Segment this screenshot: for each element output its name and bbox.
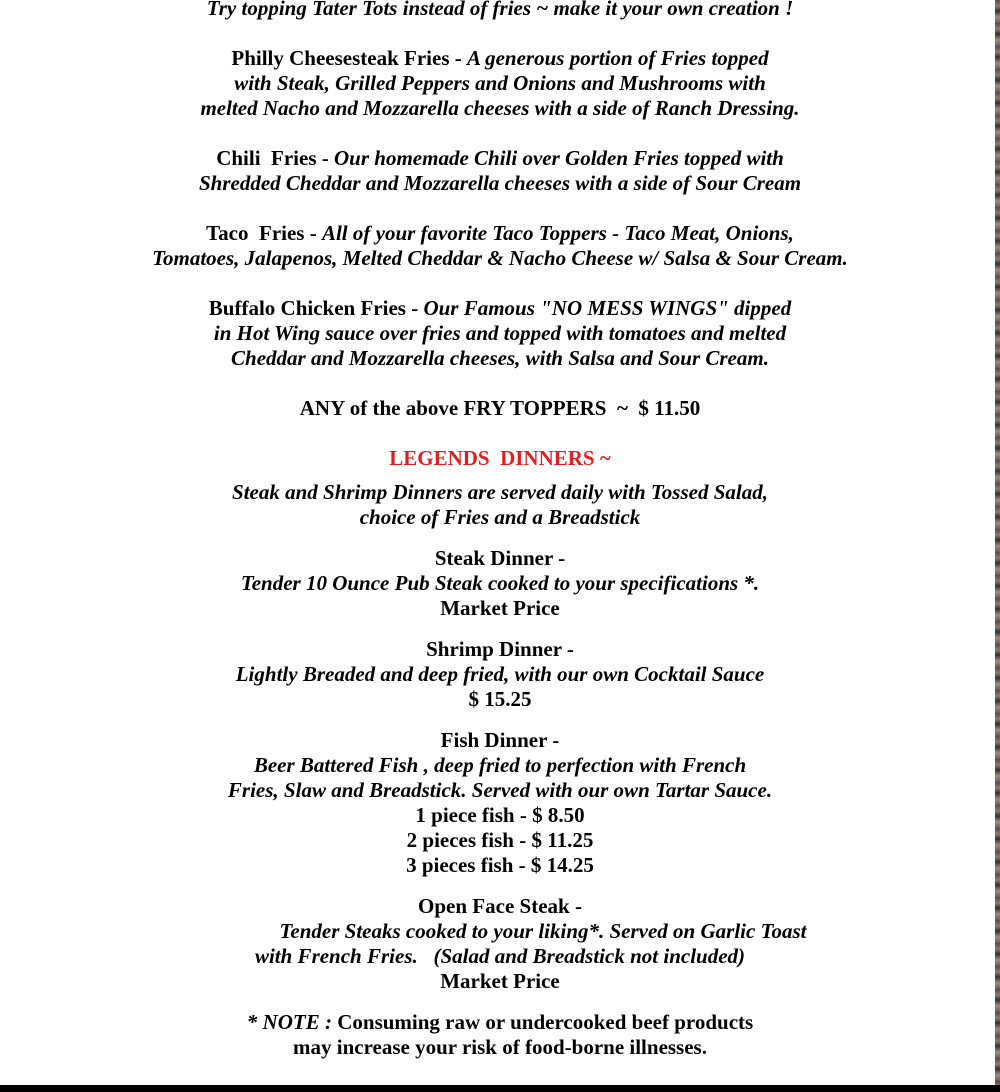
item-name: Buffalo Chicken Fries - <box>208 296 424 320</box>
bottom-border <box>0 1085 1000 1092</box>
item-name: Fish Dinner - <box>440 728 560 752</box>
legends-intro: Steak and Shrimp Dinners are served daily with Tossed Salad, choice of Fries and a Breadstick <box>232 480 768 529</box>
shrimp-dinner <box>0 637 1000 712</box>
item-price: Market Price <box>440 596 560 620</box>
item-desc: Tender Steaks cooked to your liking*. Served on Garlic Toast <box>279 919 807 943</box>
item-price: 1 piece fish - $ 8.50 <box>415 803 585 827</box>
item-name: Chili Fries - <box>216 146 335 170</box>
buffalo-chicken-fries <box>0 296 1000 371</box>
food-safety-note: * NOTE : Consuming raw or undercooked beef products may increase your risk of food-borne illnesses. <box>246 1010 754 1059</box>
item-desc: All of your favorite Taco Toppers - Taco Meat, Onions, <box>321 221 794 245</box>
item-desc: A generous portion of Fries topped <box>467 46 769 70</box>
intro-line: Try topping Tater Tots instead of fries ~ make it your own creation ! <box>206 0 794 20</box>
item-desc: Our Famous "NO MESS WINGS" dipped <box>423 296 792 320</box>
item-price: $ 15.25 <box>468 687 532 711</box>
steak-dinner <box>0 546 1000 621</box>
taco-fries <box>0 221 1000 271</box>
item-name: Steak Dinner - <box>434 546 566 570</box>
item-desc: melted Nacho and Mozzarella cheeses with a side of Ranch Dressing. <box>200 96 800 120</box>
item-desc: Lightly Breaded and deep fried, with our own Cocktail Sauce <box>235 662 765 686</box>
item-desc: with Steak, Grilled Peppers and Onions and Mushrooms with <box>234 71 766 95</box>
item-desc: Cheddar and Mozzarella cheeses, with Salsa and Sour Cream. <box>231 346 769 370</box>
item-desc: Beer Battered Fish , deep fried to perfection with French <box>253 753 747 777</box>
item-desc: Tomatoes, Jalapenos, Melted Cheddar & Nacho Cheese w/ Salsa & Sour Cream. <box>152 246 848 270</box>
item-desc: Our homemade Chili over Golden Fries topped with <box>334 146 784 170</box>
legends-dinners-heading: LEGENDS DINNERS ~ <box>389 446 611 470</box>
item-desc: Shredded Cheddar and Mozzarella cheeses with a side of Sour Cream <box>198 171 802 195</box>
item-desc: with French Fries. (Salad and Breadstick not included) <box>254 944 746 968</box>
item-desc: in Hot Wing sauce over fries and topped with tomatoes and melted <box>213 321 787 345</box>
item-price: 3 pieces fish - $ 14.25 <box>406 853 594 877</box>
item-name: Shrimp Dinner - <box>426 637 574 661</box>
item-desc: Fries, Slaw and Breadstick. Served with our own Tartar Sauce. <box>227 778 773 802</box>
item-name: Taco Fries - <box>206 221 322 245</box>
chili-fries <box>0 146 1000 196</box>
fry-toppers-price: ANY of the above FRY TOPPERS ~ $ 11.50 <box>299 396 701 420</box>
note-label: * NOTE : <box>246 1010 338 1034</box>
item-price: Market Price <box>440 969 560 993</box>
philly-cheesesteak-fries <box>0 46 1000 121</box>
item-desc: Tender 10 Ounce Pub Steak cooked to your specifications *. <box>240 571 760 595</box>
item-name: Open Face Steak - <box>418 894 582 918</box>
open-face-steak <box>0 894 1000 994</box>
item-name: Philly Cheesesteak Fries - <box>231 46 467 70</box>
item-price: 2 pieces fish - $ 11.25 <box>406 828 594 852</box>
fish-dinner <box>0 728 1000 878</box>
